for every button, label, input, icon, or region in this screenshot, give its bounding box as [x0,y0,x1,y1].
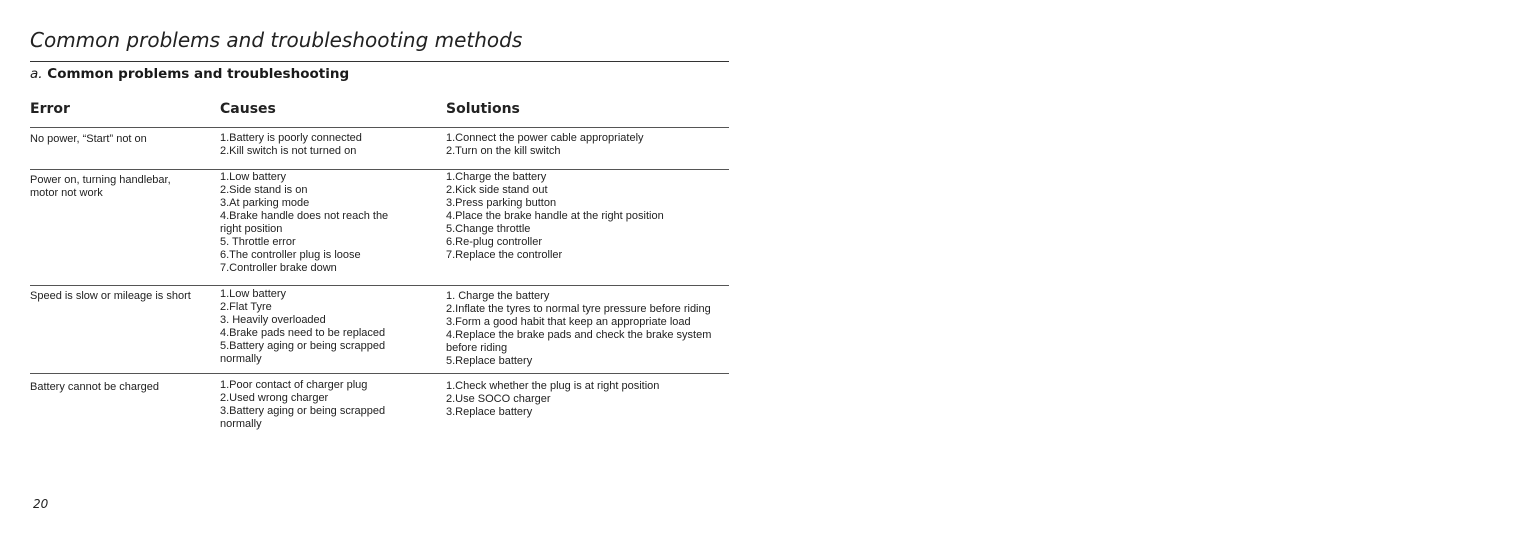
row-1-solution-line: 3.Press parking button [446,197,557,209]
row-1-cause-line: 2.Side stand is on [220,184,308,196]
row-2-solution-line: 4.Replace the brake pads and check the brake system [446,329,712,341]
row-2-error [30,290,210,303]
row-3-causes [220,379,440,431]
column-header-solutions: Solutions [446,101,520,117]
row-3-cause-line: normally [220,418,262,430]
row-1-error [30,174,210,200]
row-2-solution-line: 3.Form a good habit that keep an appropriate load [446,316,691,328]
page-title: Common problems and troubleshooting methods [30,28,523,52]
row-2-solutions [446,290,729,368]
column-header-error: Error [30,101,70,117]
row-1-causes [220,171,440,275]
row-2-solution-line: 5.Replace battery [446,355,533,367]
row-1-solutions [446,171,729,262]
row-3-cause-line: 1.Poor contact of charger plug [220,379,368,391]
row-1-error-line: motor not work [30,187,103,199]
row-2-cause-line: 1.Low battery [220,288,287,300]
row-3-error [30,381,210,394]
row-0-solution-line: 2.Turn on the kill switch [446,145,561,157]
row-0-solutions [446,132,729,158]
row-2-cause-line: 5.Battery aging or being scrapped [220,340,386,352]
row-0-error-line: No power, “Start” not on [30,133,147,145]
row-1-solution-line: 6.Re-plug controller [446,236,542,248]
row-1-solution-line: 2.Kick side stand out [446,184,548,196]
section-heading [30,66,349,82]
row-2-cause-line: normally [220,353,262,365]
column-header-causes: Causes [220,101,276,117]
section-heading-text: Common problems and troubleshooting [47,66,350,82]
row-1-cause-line: 5. Throttle error [220,236,296,248]
row-divider [30,285,729,286]
row-1-cause-line: 4.Brake handle does not reach the [220,210,389,222]
row-0-cause-line: 2.Kill switch is not turned on [220,145,357,157]
row-2-cause-line: 2.Flat Tyre [220,301,272,313]
row-1-cause-line: 6.The controller plug is loose [220,249,361,261]
row-3-solution-line: 1.Check whether the plug is at right position [446,380,660,392]
row-0-solution-line: 1.Connect the power cable appropriately [446,132,644,144]
row-3-solution-line: 3.Replace battery [446,406,533,418]
row-divider [30,373,729,374]
page-number: 20 [33,497,49,511]
row-0-error [30,133,210,146]
row-1-cause-line: 3.At parking mode [220,197,310,209]
row-1-solution-line: 4.Place the brake handle at the right position [446,210,664,222]
section-prefix: a. [30,66,43,82]
row-2-solution-line: 1. Charge the battery [446,290,550,302]
row-1-cause-line: right position [220,223,283,235]
row-2-solution-line: before riding [446,342,508,354]
row-3-solutions [446,380,729,419]
row-3-cause-line: 2.Used wrong charger [220,392,329,404]
row-2-cause-line: 3. Heavily overloaded [220,314,326,326]
row-1-solution-line: 1.Charge the battery [446,171,547,183]
row-3-solution-line: 2.Use SOCO charger [446,393,551,405]
row-2-causes [220,288,440,366]
row-3-cause-line: 3.Battery aging or being scrapped [220,405,386,417]
row-2-error-line: Speed is slow or mileage is short [30,290,191,302]
row-2-solution-line: 2.Inflate the tyres to normal tyre pressure before riding [446,303,711,315]
row-1-solution-line: 5.Change throttle [446,223,531,235]
row-3-error-line: Battery cannot be charged [30,381,160,393]
row-1-error-line: Power on, turning handlebar, [30,174,171,186]
row-0-cause-line: 1.Battery is poorly connected [220,132,362,144]
row-1-solution-line: 7.Replace the controller [446,249,563,261]
header-divider [30,127,729,128]
row-0-causes [220,132,440,158]
row-1-cause-line: 1.Low battery [220,171,287,183]
row-1-cause-line: 7.Controller brake down [220,262,337,274]
row-2-cause-line: 4.Brake pads need to be replaced [220,327,386,339]
row-divider [30,169,729,170]
title-divider [30,61,729,62]
